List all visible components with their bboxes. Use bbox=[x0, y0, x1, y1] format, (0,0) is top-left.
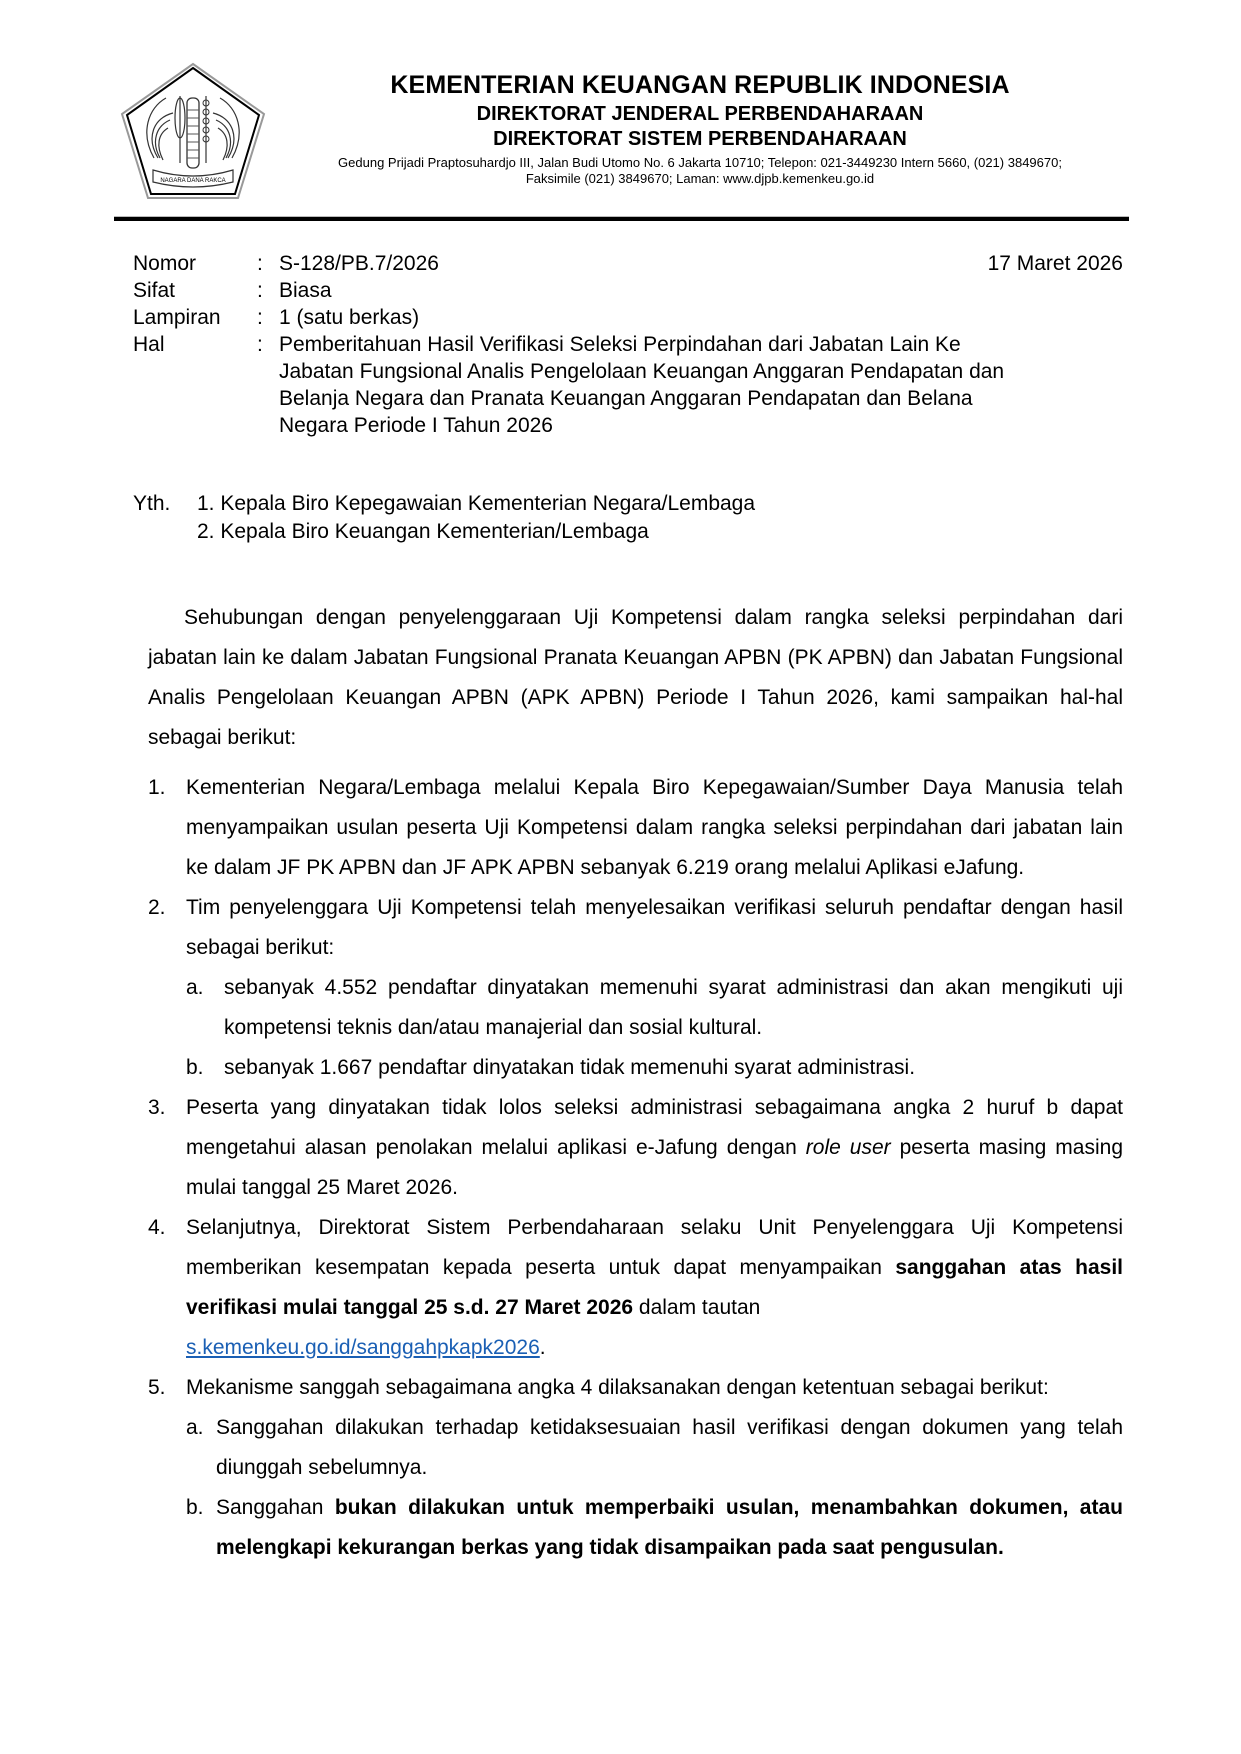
list-item-3 bbox=[142, 1088, 1123, 1208]
sub-letter: a. bbox=[186, 1416, 204, 1439]
list-number: 4. bbox=[148, 1216, 166, 1239]
logo-motto: NAGARA DANA RAKCA bbox=[160, 178, 226, 184]
meta-label: Lampiran bbox=[133, 306, 221, 329]
directorate-name: DIREKTORAT SISTEM PERBENDAHARAAN bbox=[493, 128, 907, 150]
letterhead bbox=[270, 70, 1130, 187]
list-text bbox=[186, 1208, 1123, 1368]
hal-line: Jabatan Fungsional Analis Pengelolaan Keuangan Anggaran Pendapatan dan bbox=[279, 360, 1005, 383]
text-run: peserta masing masing mulai tanggal 25 Maret 2026. bbox=[186, 1136, 1123, 1199]
kemenkeu-emblem-icon bbox=[118, 58, 268, 206]
sub-text: sebanyak 4.552 pendaftar dinyatakan memenuhi syarat administrasi dan akan mengikuti uji kompetensi teknis dan/atau manajerial dan sosial kultural. bbox=[224, 976, 1123, 1039]
sub-letter: b. bbox=[186, 1496, 204, 1519]
letter-body bbox=[148, 598, 1123, 1568]
addressee bbox=[133, 490, 755, 546]
addressee-item: 1. Kepala Biro Kepegawaian Kementerian Negara/Lembaga bbox=[197, 492, 756, 515]
list-item-4 bbox=[142, 1208, 1123, 1368]
text-run: Peserta yang dinyatakan tidak lolos seleksi administrasi sebagaimana angka 2 huruf b dapat mengetahui alasan penolakan melalui aplikasi e-Jafung dengan bbox=[186, 1096, 1123, 1159]
numbered-list bbox=[148, 768, 1123, 1568]
sub-item-b bbox=[186, 1048, 1123, 1088]
meta-row-sifat bbox=[133, 277, 1123, 304]
addressee-item: 2. Kepala Biro Keuangan Kementerian/Lembaga bbox=[197, 520, 649, 543]
address-line-2: Faksimile (021) 3849670; Laman: www.djpb.kemenkeu.go.id bbox=[525, 171, 875, 186]
letterhead-divider-thick bbox=[114, 217, 1129, 221]
letter-date: 17 Maret 2026 bbox=[987, 252, 1123, 275]
list-number: 3. bbox=[148, 1096, 166, 1119]
hal-line: Belanja Negara dan Pranata Keuangan Anggaran Pendapatan dan Belana bbox=[279, 387, 973, 410]
list-item-1 bbox=[142, 768, 1123, 888]
sub-item-a bbox=[186, 968, 1123, 1048]
sub-item-a bbox=[186, 1408, 1123, 1488]
list-text: Kementerian Negara/Lembaga melalui Kepala Biro Kepegawaian/Sumber Daya Manusia telah menyampaikan usulan peserta Uji Kompetensi dalam rangka seleksi perpindahan dari jabatan lain ke dalam JF PK APBN dan JF APK APBN sebanyak 6.219 orang melalui Aplikasi eJafung. bbox=[186, 776, 1123, 879]
list-text: Tim penyelenggara Uji Kompetensi telah menyelesaikan verifikasi seluruh pendaftar dengan hasil sebagai berikut: bbox=[186, 896, 1123, 959]
meta-colon: : bbox=[257, 333, 263, 356]
sub-text: sebanyak 1.667 pendaftar dinyatakan tidak memenuhi syarat administrasi. bbox=[224, 1056, 916, 1079]
intro-paragraph: Sehubungan dengan penyelenggaraan Uji Kompetensi dalam rangka seleksi perpindahan dari jabatan lain ke dalam Jabatan Fungsional Pranata Keuangan APBN (PK APBN) dan Jabatan Fungsional Analis Pengelolaan Keuangan APBN (APK APBN) Periode I Tahun 2026, kami sampaikan hal-hal sebagai berikut: bbox=[148, 606, 1123, 749]
list-text: Mekanisme sanggah sebagaimana angka 4 dilaksanakan dengan ketentuan sebagai berikut: bbox=[186, 1376, 1049, 1399]
bold-emphasis: bukan dilakukan untuk memperbaiki usulan, menambahkan dokumen, atau melengkapi kekurangan berkas yang tidak disampaikan pada saat pengusulan. bbox=[216, 1496, 1123, 1559]
sub-text: Sanggahan dilakukan terhadap ketidaksesuaian hasil verifikasi dengan dokumen yang telah diunggah sebelumnya. bbox=[216, 1416, 1123, 1479]
ministry-name: KEMENTERIAN KEUANGAN REPUBLIK INDONESIA bbox=[390, 71, 1010, 99]
text-run: dalam tautan bbox=[633, 1296, 761, 1319]
text-run: Selanjutnya, Direktorat Sistem Perbendaharaan selaku Unit Penyelenggara Uji Kompetensi memberikan kesempatan kepada peserta untuk dapat menyampaikan bbox=[186, 1216, 1123, 1279]
meta-value-sifat: Biasa bbox=[279, 279, 332, 302]
meta-value-nomor: S-128/PB.7/2026 bbox=[279, 252, 439, 275]
list-number: 5. bbox=[148, 1376, 166, 1399]
meta-value-hal bbox=[279, 331, 1123, 439]
text-run: . bbox=[539, 1336, 546, 1359]
hal-line: Pemberitahuan Hasil Verifikasi Seleksi Perpindahan dari Jabatan Lain Ke bbox=[279, 333, 961, 356]
sub-letter: b. bbox=[186, 1056, 204, 1079]
address-line-1: Gedung Prijadi Praptosuhardjo III, Jalan Budi Utomo No. 6 Jakarta 10710; Telepon: 021-3449230 Intern 5660, (021) 3849670; bbox=[338, 155, 1062, 170]
italic-term: role user bbox=[805, 1136, 891, 1159]
text-run: Sanggahan bbox=[216, 1496, 335, 1519]
meta-row-lampiran bbox=[133, 304, 1123, 331]
objection-link[interactable]: s.kemenkeu.go.id/sanggahpkapk2026 bbox=[186, 1336, 540, 1359]
list-text bbox=[186, 1088, 1123, 1208]
meta-label: Nomor bbox=[133, 252, 197, 275]
meta-colon: : bbox=[257, 306, 263, 329]
addressee-label: Yth. bbox=[133, 492, 171, 515]
hal-line: Negara Periode I Tahun 2026 bbox=[279, 414, 553, 437]
list-item-5 bbox=[142, 1368, 1123, 1568]
addressee-list bbox=[197, 490, 755, 546]
list-number: 2. bbox=[148, 896, 166, 919]
meta-value-lampiran: 1 (satu berkas) bbox=[279, 306, 420, 329]
meta-label: Hal bbox=[133, 333, 165, 356]
letter-meta bbox=[133, 250, 1123, 439]
list-number: 1. bbox=[148, 776, 166, 799]
meta-row-hal bbox=[133, 331, 1123, 439]
meta-label: Sifat bbox=[133, 279, 176, 302]
bold-emphasis: sanggahan atas hasil verifikasi mulai tanggal 25 s.d. 27 Maret 2026 bbox=[186, 1256, 1123, 1319]
sub-text bbox=[216, 1488, 1123, 1568]
sub-letter: a. bbox=[186, 976, 204, 999]
list-item-2 bbox=[142, 888, 1123, 1088]
meta-row-nomor bbox=[133, 250, 1123, 277]
directorate-general-name: DIREKTORAT JENDERAL PERBENDAHARAAN bbox=[476, 103, 924, 125]
meta-colon: : bbox=[257, 279, 263, 302]
sub-item-b bbox=[186, 1488, 1123, 1568]
meta-colon: : bbox=[257, 252, 263, 275]
